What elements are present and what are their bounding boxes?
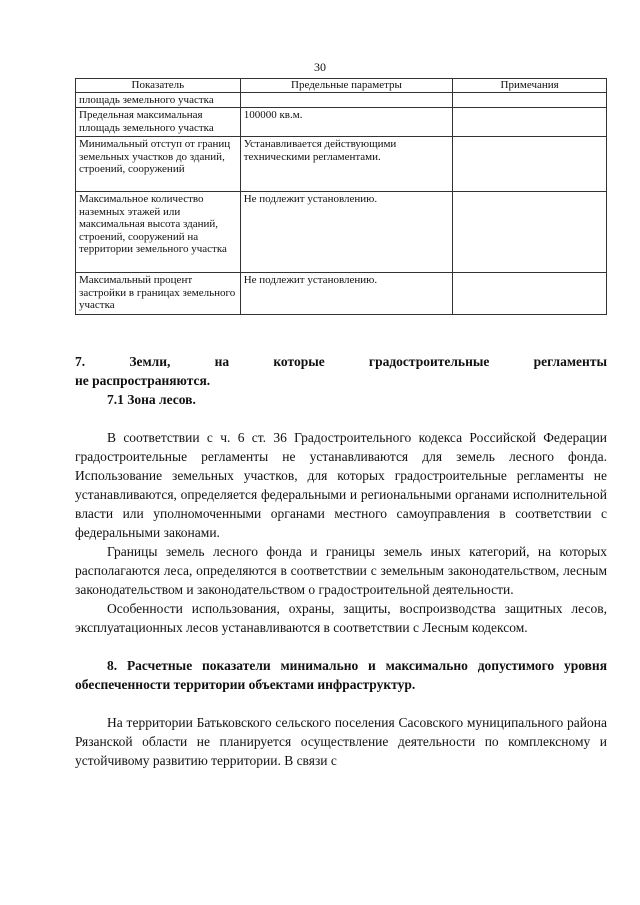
section-7-paragraph-1: В соответствии с ч. 6 ст. 36 Градостроительного кодекса Российской Федерации градостроительные регламенты не устанавливаются для земель лесного фонда. Использование земельных участков, для которых градостроительные регламенты не устанавливаются, определяется федеральными и региональными органами исполнительной власти или уполномоченными органами местного самоуправления в соответствии с федеральными законами. — [75, 430, 607, 540]
column-header-notes: Примечания — [453, 79, 607, 93]
table-row — [76, 192, 607, 273]
table-cell: Минимальный отступ от границ земельных участков до зданий, строений, сооружений — [76, 137, 241, 192]
column-header-indicator: Показатель — [76, 79, 241, 93]
table-cell — [453, 92, 607, 108]
table-row — [76, 273, 607, 315]
section-8-paragraph-1: На территории Батьковского сельского поселения Сасовского муниципального района Рязанской области не планируется осуществление деятельности по комплексному и устойчивому развитию территории. В связи с — [75, 715, 607, 768]
table-cell — [453, 108, 607, 137]
table-cell: Предельная максимальная площадь земельного участка — [76, 108, 241, 137]
section-7-paragraph-3: Особенности использования, охраны, защиты, воспроизводства защитных лесов, эксплуатационных лесов устанавливаются в соответствии с Лесным кодексом. — [75, 601, 607, 635]
section-7-1-title: 7.1 Зона лесов. — [107, 392, 196, 407]
table-cell — [453, 273, 607, 315]
page-number: 30 — [314, 60, 326, 74]
document-body — [75, 352, 607, 770]
table-cell — [240, 92, 453, 108]
section-8-title: 8. Расчетные показатели минимально и максимально допустимого уровня обеспеченности территории объектами инфраструктур. — [75, 658, 607, 692]
section-7-title-line2: не распространяются. — [75, 373, 211, 388]
table-header-row — [76, 79, 607, 93]
table-cell: площадь земельного участка — [76, 92, 241, 108]
section-7-paragraph-2: Границы земель лесного фонда и границы земель иных категорий, на которых располагаются леса, определяются в соответствии с земельным законодательством, лесным законодательством и законодательством о градостроительной деятельности. — [75, 544, 607, 597]
table-cell: Максимальное количество наземных этажей или максимальная высота зданий, строений, сооружений на территории земельного участка — [76, 192, 241, 273]
table-cell: Устанавливается действующими техническими регламентами. — [240, 137, 453, 192]
table-row — [76, 92, 607, 108]
table-cell: Не подлежит установлению. — [240, 273, 453, 315]
table-row — [76, 137, 607, 192]
section-7-title-line1: 7. Земли, на которые градостроительные регламенты — [75, 354, 607, 369]
parameters-table — [75, 78, 607, 315]
table-cell: 100000 кв.м. — [240, 108, 453, 137]
table-row — [76, 108, 607, 137]
table-cell: Не подлежит установлению. — [240, 192, 453, 273]
table-cell — [453, 192, 607, 273]
table-cell: Максимальный процент застройки в границах земельного участка — [76, 273, 241, 315]
column-header-limits: Предельные параметры — [240, 79, 453, 93]
table-cell — [453, 137, 607, 192]
